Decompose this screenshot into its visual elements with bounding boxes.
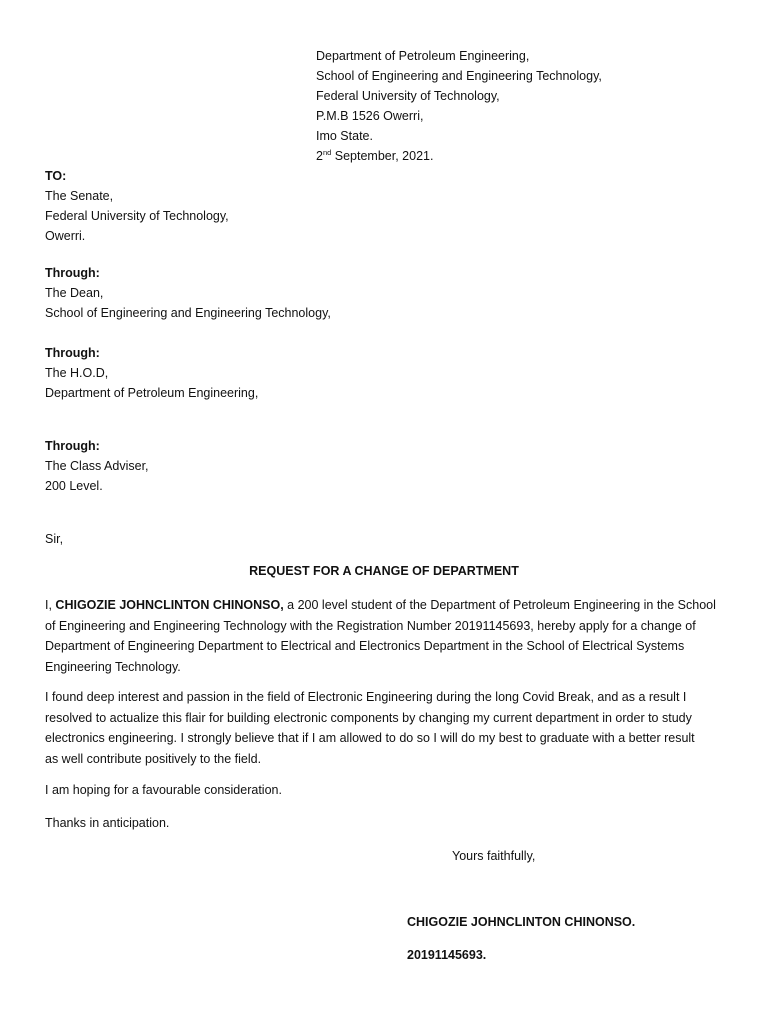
letter-subject: REQUEST FOR A CHANGE OF DEPARTMENT (249, 564, 519, 578)
recipient-line: The Senate, (45, 189, 114, 203)
body-paragraph-3: I am hoping for a favourable consideration. (45, 783, 282, 797)
through-line: The Class Adviser, (45, 459, 149, 473)
sender-address-line: School of Engineering and Engineering Technology, (316, 69, 602, 83)
body-paragraph-2: I found deep interest and passion in the field of Electronic Engineering during the long Covid Break, and as a result I resolved to actualize this flair for building electronic components by changing my current department in order to study electronics engineering. I strongly believe that if I am allowed to do so I will do my best to graduate with a better result as well contribute positively to the field. (45, 690, 695, 766)
sender-address-line: Imo State. (316, 129, 373, 143)
sender-address-line: Federal University of Technology, (316, 89, 500, 103)
sender-address (316, 46, 602, 166)
recipient-label: TO: (45, 169, 67, 183)
body-paragraph-4: Thanks in anticipation. (45, 816, 170, 830)
through-hod-block (45, 343, 258, 403)
recipient-line: Federal University of Technology, (45, 209, 229, 223)
body-paragraph-1: I, CHIGOZIE JOHNCLINTON CHINONSO, a 200 level student of the Department of Petroleum Engineering in the School of Engineering and Engineering Technology with the Registration Number 20191145693, hereby apply for a change of Department of Engineering Department to Electrical and Electronics Department in the School of Electrical Systems Engineering Technology. (45, 598, 716, 674)
through-line: 200 Level. (45, 479, 103, 493)
recipient-line: Owerri. (45, 229, 86, 243)
sender-address-line: P.M.B 1526 Owerri, (316, 109, 424, 123)
through-label: Through: (45, 346, 100, 360)
signature-name: CHIGOZIE JOHNCLINTON CHINONSO. (407, 915, 636, 929)
sender-address-line: Department of Petroleum Engineering, (316, 49, 530, 63)
letter-date: 2nd September, 2021. (316, 148, 434, 163)
through-line: The Dean, (45, 286, 104, 300)
through-line: School of Engineering and Engineering Technology, (45, 306, 331, 320)
applicant-name: CHIGOZIE JOHNCLINTON CHINONSO, (55, 598, 284, 612)
through-label: Through: (45, 439, 100, 453)
salutation: Sir, (45, 532, 64, 546)
closing: Yours faithfully, (452, 849, 536, 863)
recipient-block (45, 166, 229, 246)
through-dean-block (45, 263, 331, 323)
through-line: Department of Petroleum Engineering, (45, 386, 259, 400)
through-line: The H.O.D, (45, 366, 109, 380)
through-adviser-block (45, 436, 149, 496)
through-label: Through: (45, 266, 100, 280)
signature-reg-number: 20191145693. (407, 948, 487, 962)
